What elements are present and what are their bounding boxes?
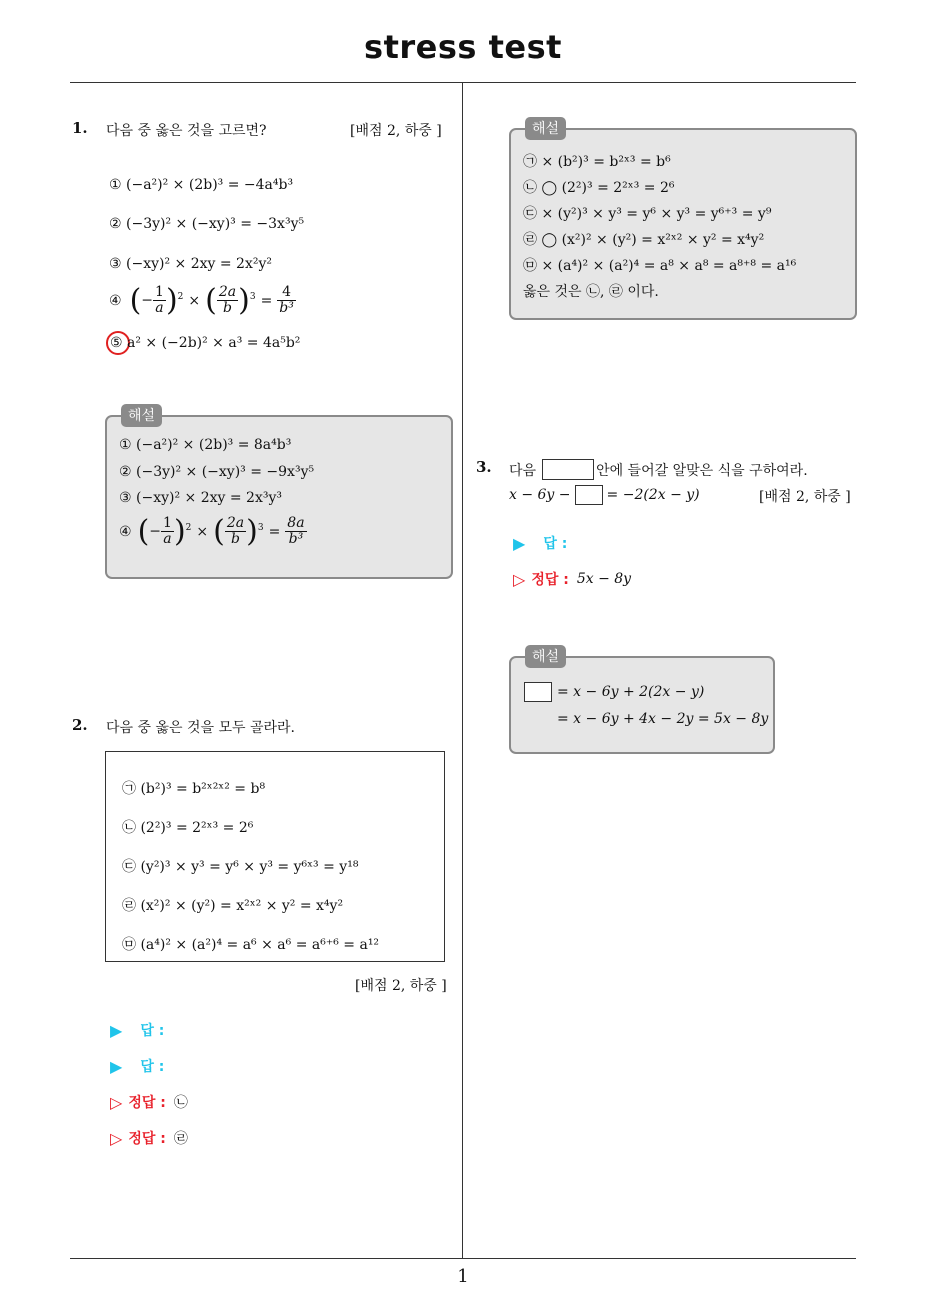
q2-correct-value-1: ㉡ xyxy=(173,1095,188,1111)
q2-score: [배점 2, 하중 ] xyxy=(355,978,447,994)
column-divider xyxy=(462,83,463,1259)
q1-score: [배점 2, 하중 ] xyxy=(350,123,442,139)
q2-item-1: ㉠ (b²)³ = b²ˣ²ˣ² = b⁸ xyxy=(122,781,266,797)
q3-blank-box xyxy=(542,459,594,480)
q3-equation xyxy=(509,485,700,505)
q1-opt4-frac1-num: 1 xyxy=(155,283,164,300)
q2-solution-line-1: ㉠ × (b²)³ = b²ˣ³ = b⁶ xyxy=(523,154,671,170)
q1-opt4-frac2-den: b xyxy=(222,300,232,316)
q2-number: 2. xyxy=(72,716,88,734)
q2-item-2: ㉡ (2²)³ = 2²ˣ³ = 2⁶ xyxy=(122,820,254,836)
q2-correct-value-2: ㉣ xyxy=(173,1131,188,1147)
q3-solution-line-1 xyxy=(524,682,704,702)
q3-solution-line-1-text: = x − 6y + 2(2x − y) xyxy=(557,684,705,700)
q2-solution-tag: 해설 xyxy=(525,117,566,140)
q1-sol4-rhs-den: b³ xyxy=(288,531,304,547)
q1-solution-line-4: ④ (− $\frac{1}{a}$ )$^2$ × ( $\frac{2a}{b}$ )$^3$ = $\frac{8a}{\text{b³}}$ xyxy=(119,514,305,549)
q3-text xyxy=(509,459,808,480)
q1-text: 다음 중 옳은 것을 고르면? xyxy=(106,123,267,139)
q3-answer-label: 답 : xyxy=(543,536,568,552)
q1-sol4-frac2-den: b xyxy=(230,531,240,547)
q2-answer-label-2: 답 : xyxy=(140,1059,165,1075)
q3-text-before: 다음 xyxy=(509,462,537,479)
q3-solution-box xyxy=(509,656,775,754)
q1-number: 1. xyxy=(72,119,88,137)
q2-text: 다음 중 옳은 것을 모두 골라라. xyxy=(106,720,295,736)
correct-arrow-icon: ▷ xyxy=(513,569,526,589)
q3-solution-blank xyxy=(524,682,552,702)
header-rule xyxy=(70,82,856,83)
q2-item-5: ㉤ (a⁴)² × (a²)⁴ = a⁶ × a⁶ = a⁶⁺⁶ = a¹² xyxy=(122,937,380,953)
q1-solution-line-3: ③ (−xy)² × 2xy = 2x³y³ xyxy=(119,490,282,506)
q1-sol4-frac2-num: 2a xyxy=(226,514,245,531)
q1-solution-line-2: ② (−3y)² × (−xy)³ = −9x³y⁵ xyxy=(119,464,315,480)
q3-eq-left: x − 6y − xyxy=(509,487,571,503)
q2-item-3: ㉢ (y²)³ × y³ = y⁶ × y³ = y⁶ˣ³ = y¹⁸ xyxy=(122,859,359,875)
q2-solution-line-2: ㉡ ◯ (2²)³ = 2²ˣ³ = 2⁶ xyxy=(523,180,675,196)
q3-number: 3. xyxy=(476,458,492,476)
correct-arrow-icon: ▷ xyxy=(110,1092,123,1112)
q2-item-4: ㉣ (x²)² × (y²) = x²ˣ² × y² = x⁴y² xyxy=(122,898,344,914)
q1-sol4-frac1-den: a xyxy=(163,531,172,547)
footer-rule xyxy=(70,1258,856,1259)
answer-arrow-icon: ▶ xyxy=(513,533,526,553)
q2-answer-label-1: 답 : xyxy=(140,1023,165,1039)
q1-opt4-rhs-den: b³ xyxy=(279,300,294,316)
q2-correct-label-1: 정답 : xyxy=(128,1095,166,1111)
q1-option-5[interactable]: ⑤ a² × (−2b)² × a³ = 4a⁵b² xyxy=(110,335,301,351)
q3-correct-row xyxy=(513,569,631,589)
q2-solution-line-4: ㉣ ◯ (x²)² × (y²) = x²ˣ² × y² = x⁴y² xyxy=(523,232,765,248)
q3-solution-line-2: = x − 6y + 4x − 2y = 5x − 8y xyxy=(557,711,769,727)
q3-correct-value: 5x − 8y xyxy=(576,571,632,587)
page-number: 1 xyxy=(457,1266,469,1287)
q3-answer-row[interactable] xyxy=(513,533,567,553)
q2-answer-row-1[interactable] xyxy=(110,1020,164,1040)
answer-arrow-icon: ▶ xyxy=(110,1020,123,1040)
q1-option-3[interactable]: ③ (−xy)² × 2xy = 2x²y² xyxy=(109,256,272,272)
q3-text-after: 안에 들어갈 알맞은 식을 구하여라. xyxy=(596,462,808,479)
q1-solution-line-1: ① (−a²)² × (2b)³ = 8a⁴b³ xyxy=(119,437,292,453)
q1-opt4-frac1-den: a xyxy=(155,300,164,316)
answer-arrow-icon: ▶ xyxy=(110,1056,123,1076)
q2-correct-label-2: 정답 : xyxy=(128,1131,166,1147)
q2-solution-line-3: ㉢ × (y²)³ × y³ = y⁶ × y³ = y⁶⁺³ = y⁹ xyxy=(523,206,772,222)
q1-option-4-marker: ④ xyxy=(109,292,122,309)
q2-correct-row-1 xyxy=(110,1092,188,1112)
q2-solution-line-5: ㉤ × (a⁴)² × (a²)⁴ = a⁸ × a⁸ = a⁸⁺⁸ = a¹⁶ xyxy=(523,258,797,274)
q1-opt4-frac2-num: 2a xyxy=(218,283,237,300)
q1-option-4[interactable]: ④ (− $\frac{1}{a}$ )$^2$ × ( $\frac{2a}{b}$ )$^3$ = $\frac{4}{\text{b³}}$ xyxy=(109,283,294,318)
q2-answer-row-2[interactable] xyxy=(110,1056,164,1076)
q1-sol4-frac1-num: 1 xyxy=(163,514,172,531)
q1-sol4-rhs-num: 8a xyxy=(287,514,305,531)
q3-eq-right: = −2(2x − y) xyxy=(606,487,700,503)
q3-score: [배점 2, 하중 ] xyxy=(759,489,851,505)
q1-option-1[interactable]: ① (−a²)² × (2b)³ = −4a⁴b³ xyxy=(109,177,294,193)
q3-solution-tag: 해설 xyxy=(525,645,566,668)
q2-correct-row-2 xyxy=(110,1128,188,1148)
q3-eq-blank xyxy=(575,485,603,505)
q1-option-2[interactable]: ② (−3y)² × (−xy)³ = −3x³y⁵ xyxy=(109,216,305,232)
q2-solution-line-6: 옳은 것은 ㉡, ㉣ 이다. xyxy=(523,284,659,300)
q1-solution-tag: 해설 xyxy=(121,404,162,427)
q1-opt4-rhs-num: 4 xyxy=(277,285,296,301)
q3-correct-label: 정답 : xyxy=(531,572,569,588)
page-title: stress test xyxy=(364,28,562,66)
correct-arrow-icon: ▷ xyxy=(110,1128,123,1148)
